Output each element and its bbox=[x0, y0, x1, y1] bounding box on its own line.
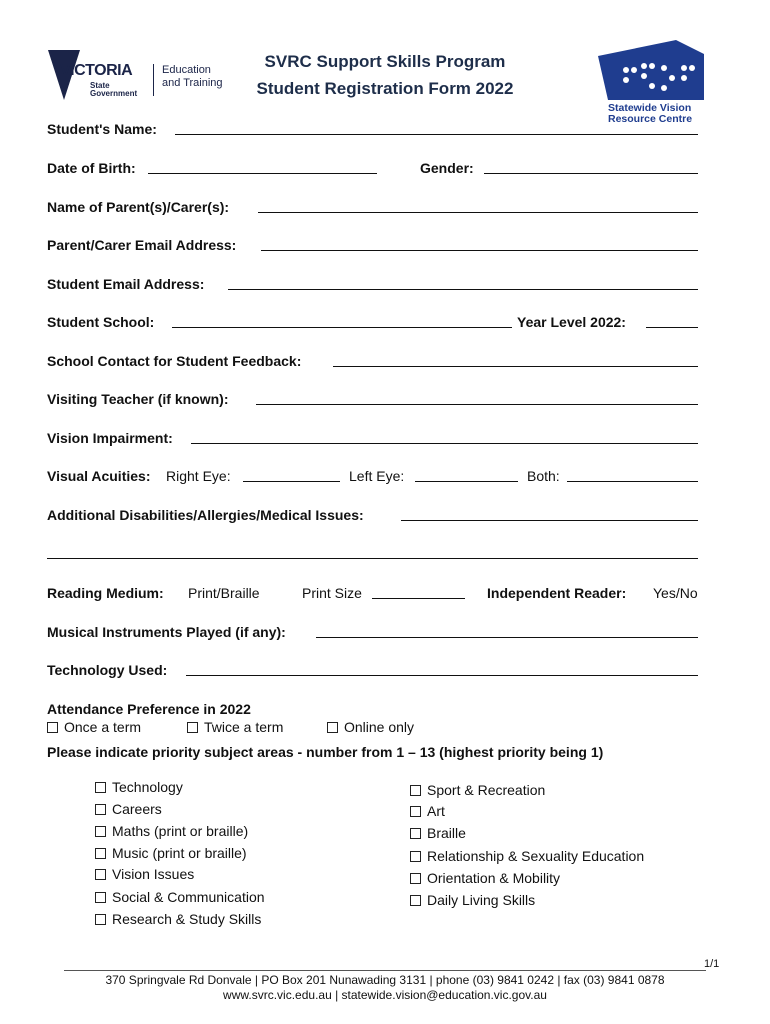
additional-issues-field[interactable] bbox=[401, 520, 698, 521]
checkbox-icon[interactable] bbox=[47, 722, 58, 733]
education-training-text bbox=[162, 64, 223, 90]
victoria-wordmark: VICTORIA bbox=[60, 62, 133, 79]
checkbox-icon[interactable] bbox=[410, 851, 421, 862]
priority-item[interactable] bbox=[95, 823, 248, 839]
attendance-twice-label: Twice a term bbox=[204, 719, 284, 735]
independent-reader-value[interactable]: Yes/No bbox=[653, 585, 698, 601]
checkbox-icon[interactable] bbox=[410, 828, 421, 839]
dob-field[interactable] bbox=[148, 173, 377, 174]
checkbox-icon[interactable] bbox=[187, 722, 198, 733]
print-size-label: Print Size bbox=[302, 585, 362, 601]
checkbox-icon[interactable] bbox=[95, 804, 106, 815]
parent-email-label: Parent/Carer Email Address: bbox=[47, 237, 237, 253]
checkbox-icon[interactable] bbox=[327, 722, 338, 733]
right-eye-label: Right Eye: bbox=[166, 468, 231, 484]
additional-issues-field-2[interactable] bbox=[47, 558, 698, 559]
both-eyes-field[interactable] bbox=[567, 481, 698, 482]
victoria-government: Government bbox=[90, 89, 138, 98]
technology-used-field[interactable] bbox=[186, 675, 698, 676]
page-title-1: SVRC Support Skills Program bbox=[264, 52, 506, 71]
student-name-label: Student's Name: bbox=[47, 121, 157, 137]
student-name-field[interactable] bbox=[175, 134, 698, 135]
attendance-online-label: Online only bbox=[344, 719, 415, 735]
visual-acuities-label: Visual Acuities: bbox=[47, 468, 151, 484]
victoria-logo bbox=[48, 50, 148, 100]
priority-item[interactable] bbox=[95, 889, 265, 905]
student-school-field[interactable] bbox=[172, 327, 512, 328]
vision-impairment-label: Vision Impairment: bbox=[47, 430, 173, 446]
independent-reader-label: Independent Reader: bbox=[487, 585, 627, 601]
priority-heading: Please indicate priority subject areas - number from 1 – 13 (highest priority being 1) bbox=[47, 744, 604, 760]
checkbox-icon[interactable] bbox=[95, 914, 106, 925]
priority-item[interactable] bbox=[95, 845, 247, 861]
vision-impairment-field[interactable] bbox=[191, 443, 698, 444]
visiting-teacher-field[interactable] bbox=[256, 404, 698, 405]
priority-item-label: Orientation & Mobility bbox=[427, 870, 561, 886]
parent-email-field[interactable] bbox=[261, 250, 698, 251]
attendance-once[interactable] bbox=[47, 719, 141, 735]
additional-issues-label: Additional Disabilities/Allergies/Medical Issues: bbox=[47, 507, 364, 523]
victoria-state: State bbox=[90, 81, 110, 90]
gender-field[interactable] bbox=[484, 173, 698, 174]
checkbox-icon[interactable] bbox=[410, 785, 421, 796]
musical-instruments-label: Musical Instruments Played (if any): bbox=[47, 624, 286, 640]
checkbox-icon[interactable] bbox=[410, 873, 421, 884]
page-title-2: Student Registration Form 2022 bbox=[256, 79, 514, 98]
priority-item[interactable] bbox=[95, 801, 162, 817]
priority-item[interactable] bbox=[410, 848, 644, 864]
priority-item[interactable] bbox=[410, 870, 560, 886]
student-email-field[interactable] bbox=[228, 289, 698, 290]
priority-item-label: Daily Living Skills bbox=[427, 892, 536, 908]
right-eye-field[interactable] bbox=[243, 481, 340, 482]
parent-name-field[interactable] bbox=[258, 212, 698, 213]
attendance-heading: Attendance Preference in 2022 bbox=[47, 701, 251, 717]
checkbox-icon[interactable] bbox=[410, 806, 421, 817]
footer-divider bbox=[64, 970, 706, 971]
student-email-label: Student Email Address: bbox=[47, 276, 205, 292]
footer-address: 370 Springvale Rd Donvale | PO Box 201 Nunawading 3131 | phone (03) 9841 0242 | fax (03) 9841 0878 bbox=[105, 973, 665, 987]
priority-item[interactable] bbox=[95, 911, 261, 927]
svrc-line-1: Statewide Vision bbox=[608, 102, 692, 114]
attendance-twice[interactable] bbox=[187, 719, 283, 735]
school-contact-field[interactable] bbox=[333, 366, 698, 367]
priority-item[interactable] bbox=[95, 779, 183, 795]
attendance-online[interactable] bbox=[327, 719, 414, 735]
svrc-logo bbox=[596, 38, 706, 124]
checkbox-icon[interactable] bbox=[95, 869, 106, 880]
left-eye-label: Left Eye: bbox=[349, 468, 405, 484]
priority-item-label: Sport & Recreation bbox=[427, 782, 546, 798]
gender-label: Gender: bbox=[420, 160, 474, 176]
priority-item-label: Social & Communication bbox=[112, 889, 265, 905]
priority-item[interactable] bbox=[410, 782, 545, 798]
priority-item[interactable] bbox=[410, 803, 445, 819]
braille-shape-icon bbox=[596, 38, 706, 102]
reading-medium-value[interactable]: Print/Braille bbox=[188, 585, 260, 601]
priority-item-label: Relationship & Sexuality Education bbox=[427, 848, 645, 864]
priority-item[interactable] bbox=[410, 892, 535, 908]
logo-divider bbox=[153, 64, 154, 96]
year-level-label: Year Level 2022: bbox=[517, 314, 626, 330]
svrc-line-2: Resource Centre bbox=[608, 113, 693, 125]
page-number: 1/1 bbox=[704, 958, 720, 970]
priority-item-label: Music (print or braille) bbox=[112, 845, 247, 861]
left-eye-field[interactable] bbox=[415, 481, 518, 482]
priority-item-label: Art bbox=[427, 803, 445, 819]
parent-name-label: Name of Parent(s)/Carer(s): bbox=[47, 199, 230, 215]
priority-item-label: Maths (print or braille) bbox=[112, 823, 249, 839]
musical-instruments-field[interactable] bbox=[316, 637, 698, 638]
print-size-field[interactable] bbox=[372, 598, 465, 599]
dob-label: Date of Birth: bbox=[47, 160, 136, 176]
priority-item-label: Braille bbox=[427, 825, 466, 841]
priority-item-label: Careers bbox=[112, 801, 162, 817]
edu-line-1: Education bbox=[162, 64, 211, 76]
reading-medium-label: Reading Medium: bbox=[47, 585, 164, 601]
priority-item[interactable] bbox=[95, 866, 194, 882]
priority-item[interactable] bbox=[410, 825, 466, 841]
visiting-teacher-label: Visiting Teacher (if known): bbox=[47, 391, 229, 407]
priority-item-label: Vision Issues bbox=[112, 866, 195, 882]
checkbox-icon[interactable] bbox=[410, 895, 421, 906]
checkbox-icon[interactable] bbox=[95, 892, 106, 903]
technology-used-label: Technology Used: bbox=[47, 662, 168, 678]
checkbox-icon[interactable] bbox=[95, 826, 106, 837]
student-school-label: Student School: bbox=[47, 314, 155, 330]
both-eyes-label: Both: bbox=[527, 468, 560, 484]
attendance-once-label: Once a term bbox=[64, 719, 142, 735]
edu-line-2: and Training bbox=[162, 77, 223, 89]
year-level-field[interactable] bbox=[646, 327, 698, 328]
priority-item-label: Research & Study Skills bbox=[112, 911, 262, 927]
school-contact-label: School Contact for Student Feedback: bbox=[47, 353, 302, 369]
checkbox-icon[interactable] bbox=[95, 782, 106, 793]
priority-item-label: Technology bbox=[112, 779, 183, 795]
footer-contact: www.svrc.vic.edu.au | statewide.vision@education.vic.gov.au bbox=[223, 988, 547, 1002]
checkbox-icon[interactable] bbox=[95, 848, 106, 859]
